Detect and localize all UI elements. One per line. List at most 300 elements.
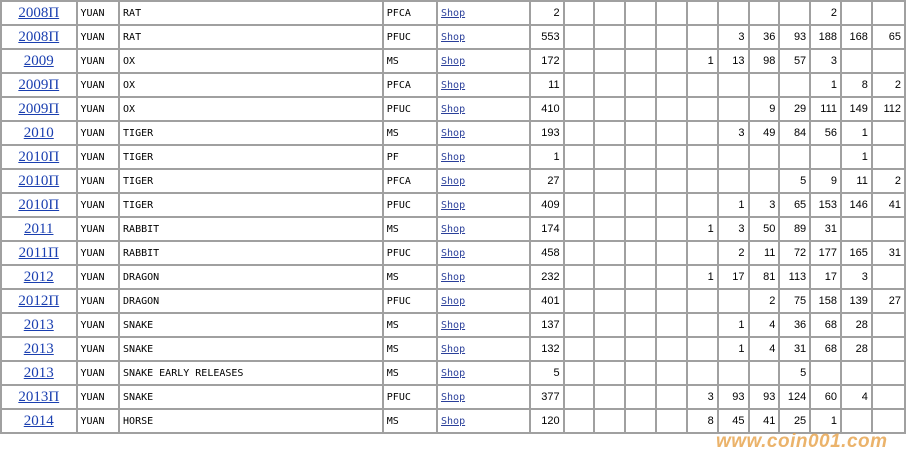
series-cell: YUAN (77, 313, 120, 337)
grade-count-cell (594, 337, 625, 361)
total-cell: 2 (530, 1, 564, 25)
grade-count-cell: 1 (718, 193, 749, 217)
grade-cell: MS (383, 121, 437, 145)
year-cell (1, 1, 77, 25)
grade-count-cell: 3 (718, 121, 749, 145)
grade-count-cell: 111 (810, 97, 841, 121)
grade-cell: PFCA (383, 1, 437, 25)
grade-count-cell: 36 (749, 25, 780, 49)
year-link[interactable]: 2010 (23, 124, 54, 141)
grade-count-cell (656, 337, 687, 361)
grade-count-cell (625, 121, 656, 145)
grade-count-cell: 188 (810, 25, 841, 49)
grade-count-cell: 8 (841, 73, 872, 97)
grade-count-cell: 2 (872, 169, 905, 193)
grade-count-cell (718, 289, 749, 313)
grade-count-cell (718, 97, 749, 121)
grade-count-cell (594, 241, 625, 265)
grade-count-cell (594, 361, 625, 385)
grade-cell: PFCA (383, 169, 437, 193)
grade-count-cell (564, 25, 595, 49)
grade-count-cell (656, 217, 687, 241)
grade-count-cell (687, 313, 718, 337)
theme-cell: HORSE (119, 409, 383, 433)
total-cell: 172 (530, 49, 564, 73)
grade-count-cell (625, 145, 656, 169)
table-row (1, 169, 905, 193)
grade-count-cell (687, 1, 718, 25)
shop-link[interactable]: Shop (441, 127, 466, 139)
year-link[interactable]: 2013 (23, 340, 54, 357)
grade-count-cell (564, 73, 595, 97)
grade-count-cell (594, 25, 625, 49)
shop-link[interactable]: Shop (441, 415, 466, 427)
year-cell (1, 217, 77, 241)
grade-count-cell: 9 (810, 169, 841, 193)
year-link[interactable]: 2008Π (18, 4, 60, 21)
theme-cell: TIGER (119, 145, 383, 169)
shop-link[interactable]: Shop (441, 367, 466, 379)
grade-count-cell (625, 361, 656, 385)
table-row (1, 241, 905, 265)
theme-cell: SNAKE EARLY RELEASES (119, 361, 383, 385)
grade-count-cell (749, 145, 780, 169)
grade-count-cell: 168 (841, 25, 872, 49)
grade-count-cell: 112 (872, 97, 905, 121)
shop-cell (437, 193, 530, 217)
series-cell: YUAN (77, 385, 120, 409)
grade-count-cell (749, 1, 780, 25)
grade-count-cell (564, 169, 595, 193)
grade-count-cell: 65 (872, 25, 905, 49)
shop-cell (437, 361, 530, 385)
year-cell (1, 409, 77, 433)
grade-count-cell (625, 385, 656, 409)
grade-count-cell (687, 145, 718, 169)
grade-cell: PFUC (383, 385, 437, 409)
grade-count-cell (841, 49, 872, 73)
grade-count-cell: 1 (718, 337, 749, 361)
grade-count-cell: 4 (749, 313, 780, 337)
grade-count-cell (779, 1, 810, 25)
grade-count-cell (872, 217, 905, 241)
grade-count-cell (872, 145, 905, 169)
table-row (1, 289, 905, 313)
grade-count-cell (594, 145, 625, 169)
grade-count-cell (564, 241, 595, 265)
grade-count-cell: 45 (718, 409, 749, 433)
grade-count-cell (656, 313, 687, 337)
grade-count-cell: 72 (779, 241, 810, 265)
shop-link[interactable]: Shop (441, 271, 466, 283)
grade-count-cell (625, 337, 656, 361)
year-cell (1, 265, 77, 289)
shop-cell (437, 97, 530, 121)
grade-count-cell (594, 49, 625, 73)
series-cell: YUAN (77, 241, 120, 265)
grade-cell: MS (383, 313, 437, 337)
year-cell (1, 49, 77, 73)
grade-count-cell (841, 1, 872, 25)
grade-count-cell: 93 (718, 385, 749, 409)
theme-cell: RABBIT (119, 241, 383, 265)
shop-cell (437, 73, 530, 97)
grade-count-cell: 1 (687, 217, 718, 241)
grade-count-cell (564, 409, 595, 433)
grade-count-cell (872, 313, 905, 337)
grade-count-cell: 41 (872, 193, 905, 217)
grade-count-cell (625, 49, 656, 73)
grade-count-cell: 1 (841, 145, 872, 169)
grade-count-cell (625, 217, 656, 241)
grade-count-cell (594, 169, 625, 193)
grade-cell: PFUC (383, 25, 437, 49)
grade-count-cell (872, 409, 905, 433)
grade-count-cell (564, 1, 595, 25)
shop-link[interactable]: Shop (441, 247, 466, 259)
grade-count-cell (841, 361, 872, 385)
grade-cell: MS (383, 49, 437, 73)
grade-count-cell (625, 73, 656, 97)
theme-cell: TIGER (119, 169, 383, 193)
shop-link[interactable]: Shop (441, 55, 466, 67)
grade-count-cell: 68 (810, 337, 841, 361)
shop-link[interactable]: Shop (441, 103, 466, 115)
table-row (1, 361, 905, 385)
grade-count-cell (564, 49, 595, 73)
grade-count-cell: 3 (841, 265, 872, 289)
shop-link[interactable]: Shop (441, 199, 466, 211)
grade-count-cell (564, 145, 595, 169)
grade-count-cell (687, 361, 718, 385)
total-cell: 401 (530, 289, 564, 313)
grade-count-cell: 57 (779, 49, 810, 73)
shop-link[interactable]: Shop (441, 79, 466, 91)
shop-cell (437, 241, 530, 265)
series-cell: YUAN (77, 1, 120, 25)
grade-count-cell (656, 385, 687, 409)
grade-count-cell (564, 193, 595, 217)
grade-count-cell: 149 (841, 97, 872, 121)
total-cell: 5 (530, 361, 564, 385)
grade-count-cell: 2 (872, 73, 905, 97)
table-row (1, 145, 905, 169)
grade-count-cell: 5 (779, 361, 810, 385)
grade-count-cell (625, 25, 656, 49)
year-link[interactable]: 2008Π (18, 28, 60, 45)
grade-count-cell: 1 (718, 313, 749, 337)
grade-count-cell: 113 (779, 265, 810, 289)
grade-cell: PFUC (383, 193, 437, 217)
total-cell: 458 (530, 241, 564, 265)
grade-count-cell (810, 361, 841, 385)
year-link[interactable]: 2011 (24, 220, 54, 237)
shop-cell (437, 265, 530, 289)
grade-count-cell: 4 (841, 385, 872, 409)
grade-count-cell (625, 97, 656, 121)
grade-count-cell (656, 1, 687, 25)
total-cell: 553 (530, 25, 564, 49)
grade-count-cell (872, 337, 905, 361)
grade-count-cell (564, 385, 595, 409)
grade-count-cell (594, 73, 625, 97)
shop-link[interactable]: Shop (441, 223, 466, 235)
shop-link[interactable]: Shop (441, 151, 466, 163)
grade-count-cell: 3 (718, 217, 749, 241)
grade-cell: PFUC (383, 289, 437, 313)
table-row (1, 217, 905, 241)
grade-count-cell (779, 145, 810, 169)
grade-count-cell: 31 (810, 217, 841, 241)
grade-count-cell: 17 (718, 265, 749, 289)
table-row (1, 313, 905, 337)
grade-count-cell (564, 337, 595, 361)
grade-count-cell: 93 (749, 385, 780, 409)
total-cell: 410 (530, 97, 564, 121)
grade-count-cell (687, 241, 718, 265)
theme-cell: SNAKE (119, 385, 383, 409)
grade-count-cell (718, 73, 749, 97)
year-link[interactable]: 2012 (23, 268, 54, 285)
series-cell: YUAN (77, 289, 120, 313)
year-link[interactable]: 2009Π (18, 76, 60, 93)
year-link[interactable]: 2013 (23, 364, 54, 381)
theme-cell: RAT (119, 1, 383, 25)
total-cell: 377 (530, 385, 564, 409)
grade-count-cell (564, 121, 595, 145)
year-cell (1, 313, 77, 337)
grade-count-cell (656, 121, 687, 145)
grade-count-cell (594, 313, 625, 337)
total-cell: 1 (530, 145, 564, 169)
theme-cell: SNAKE (119, 313, 383, 337)
year-link[interactable]: 2010Π (18, 196, 60, 213)
grade-count-cell (779, 73, 810, 97)
grade-count-cell (656, 169, 687, 193)
grade-count-cell: 2 (810, 1, 841, 25)
grade-count-cell (594, 289, 625, 313)
grade-count-cell (594, 217, 625, 241)
grade-count-cell (594, 409, 625, 433)
year-link[interactable]: 2013 (23, 316, 54, 333)
year-cell (1, 73, 77, 97)
grade-count-cell (687, 97, 718, 121)
grade-count-cell (594, 121, 625, 145)
grade-count-cell (656, 49, 687, 73)
total-cell: 193 (530, 121, 564, 145)
grade-cell: MS (383, 337, 437, 361)
total-cell: 11 (530, 73, 564, 97)
shop-link[interactable]: Shop (441, 343, 466, 355)
grade-count-cell: 98 (749, 49, 780, 73)
grade-count-cell (687, 289, 718, 313)
shop-cell (437, 289, 530, 313)
grade-count-cell (656, 289, 687, 313)
grade-count-cell (872, 121, 905, 145)
table-row (1, 25, 905, 49)
shop-link[interactable]: Shop (441, 31, 466, 43)
series-cell: YUAN (77, 25, 120, 49)
grade-count-cell: 4 (749, 337, 780, 361)
grade-count-cell (594, 97, 625, 121)
total-cell: 174 (530, 217, 564, 241)
theme-cell: RABBIT (119, 217, 383, 241)
grade-count-cell: 153 (810, 193, 841, 217)
grade-count-cell (718, 1, 749, 25)
grade-count-cell: 28 (841, 313, 872, 337)
grade-count-cell (594, 1, 625, 25)
grade-count-cell: 9 (749, 97, 780, 121)
year-cell (1, 361, 77, 385)
grade-count-cell (564, 265, 595, 289)
grade-cell: MS (383, 217, 437, 241)
grade-count-cell: 1 (687, 265, 718, 289)
grade-count-cell: 28 (841, 337, 872, 361)
shop-cell (437, 121, 530, 145)
shop-cell (437, 49, 530, 73)
grade-count-cell (625, 409, 656, 433)
grade-count-cell: 75 (779, 289, 810, 313)
year-link[interactable]: 2012Π (18, 292, 60, 309)
shop-cell (437, 337, 530, 361)
grade-count-cell (687, 169, 718, 193)
grade-cell: MS (383, 409, 437, 433)
theme-cell: DRAGON (119, 265, 383, 289)
series-cell: YUAN (77, 409, 120, 433)
grade-count-cell (594, 265, 625, 289)
grade-count-cell: 1 (810, 409, 841, 433)
grade-count-cell (872, 361, 905, 385)
table-row (1, 193, 905, 217)
shop-cell (437, 409, 530, 433)
year-cell (1, 193, 77, 217)
year-link[interactable]: 2010Π (18, 172, 60, 189)
grade-count-cell (656, 145, 687, 169)
grade-count-cell (625, 289, 656, 313)
grade-count-cell: 3 (749, 193, 780, 217)
year-link[interactable]: 2009Π (18, 100, 60, 117)
year-cell (1, 289, 77, 313)
series-cell: YUAN (77, 73, 120, 97)
series-cell: YUAN (77, 217, 120, 241)
grade-count-cell (594, 385, 625, 409)
grade-count-cell: 84 (779, 121, 810, 145)
total-cell: 137 (530, 313, 564, 337)
grade-count-cell: 17 (810, 265, 841, 289)
grade-count-cell (810, 145, 841, 169)
grade-count-cell (656, 25, 687, 49)
grade-count-cell: 56 (810, 121, 841, 145)
grade-count-cell (841, 217, 872, 241)
total-cell: 120 (530, 409, 564, 433)
year-cell (1, 97, 77, 121)
grade-count-cell: 1 (841, 121, 872, 145)
table-row (1, 385, 905, 409)
grade-count-cell (872, 1, 905, 25)
year-link[interactable]: 2013Π (18, 388, 60, 405)
grade-count-cell: 29 (779, 97, 810, 121)
series-cell: YUAN (77, 193, 120, 217)
grade-count-cell (687, 121, 718, 145)
grade-count-cell (687, 25, 718, 49)
grade-count-cell (749, 169, 780, 193)
grade-count-cell: 3 (718, 25, 749, 49)
grade-count-cell (656, 241, 687, 265)
theme-cell: OX (119, 97, 383, 121)
table-row (1, 337, 905, 361)
year-cell (1, 169, 77, 193)
grade-count-cell (872, 265, 905, 289)
year-link[interactable]: 2009 (23, 52, 54, 69)
grade-count-cell: 2 (749, 289, 780, 313)
year-link[interactable]: 2014 (23, 412, 54, 429)
grade-count-cell (656, 361, 687, 385)
grade-count-cell (749, 361, 780, 385)
year-cell (1, 121, 77, 145)
series-cell: YUAN (77, 169, 120, 193)
grade-count-cell (718, 145, 749, 169)
shop-link[interactable]: Shop (441, 175, 466, 187)
table-row (1, 265, 905, 289)
total-cell: 27 (530, 169, 564, 193)
table-row (1, 97, 905, 121)
grade-count-cell: 3 (687, 385, 718, 409)
grade-count-cell: 8 (687, 409, 718, 433)
grade-cell: MS (383, 361, 437, 385)
theme-cell: OX (119, 49, 383, 73)
grade-cell: PFUC (383, 241, 437, 265)
grade-count-cell: 81 (749, 265, 780, 289)
grade-count-cell (656, 73, 687, 97)
year-link[interactable]: 2010Π (18, 148, 60, 165)
shop-cell (437, 145, 530, 169)
grade-count-cell (625, 169, 656, 193)
series-cell: YUAN (77, 361, 120, 385)
grade-count-cell: 49 (749, 121, 780, 145)
shop-link[interactable]: Shop (441, 295, 466, 307)
theme-cell: SNAKE (119, 337, 383, 361)
year-link[interactable]: 2011Π (18, 244, 59, 261)
shop-link[interactable]: Shop (441, 391, 466, 403)
grade-count-cell (625, 265, 656, 289)
table-row (1, 1, 905, 25)
total-cell: 232 (530, 265, 564, 289)
grade-count-cell: 36 (779, 313, 810, 337)
grade-count-cell (841, 409, 872, 433)
grade-count-cell: 31 (779, 337, 810, 361)
grade-cell: PF (383, 145, 437, 169)
grade-count-cell (718, 169, 749, 193)
shop-cell (437, 313, 530, 337)
series-cell: YUAN (77, 97, 120, 121)
shop-link[interactable]: Shop (441, 319, 466, 331)
shop-cell (437, 1, 530, 25)
grade-count-cell (718, 361, 749, 385)
table-row (1, 49, 905, 73)
grade-count-cell: 5 (779, 169, 810, 193)
grade-count-cell (656, 265, 687, 289)
shop-link[interactable]: Shop (441, 7, 466, 19)
table-row (1, 121, 905, 145)
year-cell (1, 241, 77, 265)
theme-cell: DRAGON (119, 289, 383, 313)
grade-count-cell: 41 (749, 409, 780, 433)
total-cell: 132 (530, 337, 564, 361)
grade-cell: PFUC (383, 97, 437, 121)
grade-count-cell (564, 289, 595, 313)
grade-count-cell: 50 (749, 217, 780, 241)
grade-count-cell: 11 (749, 241, 780, 265)
